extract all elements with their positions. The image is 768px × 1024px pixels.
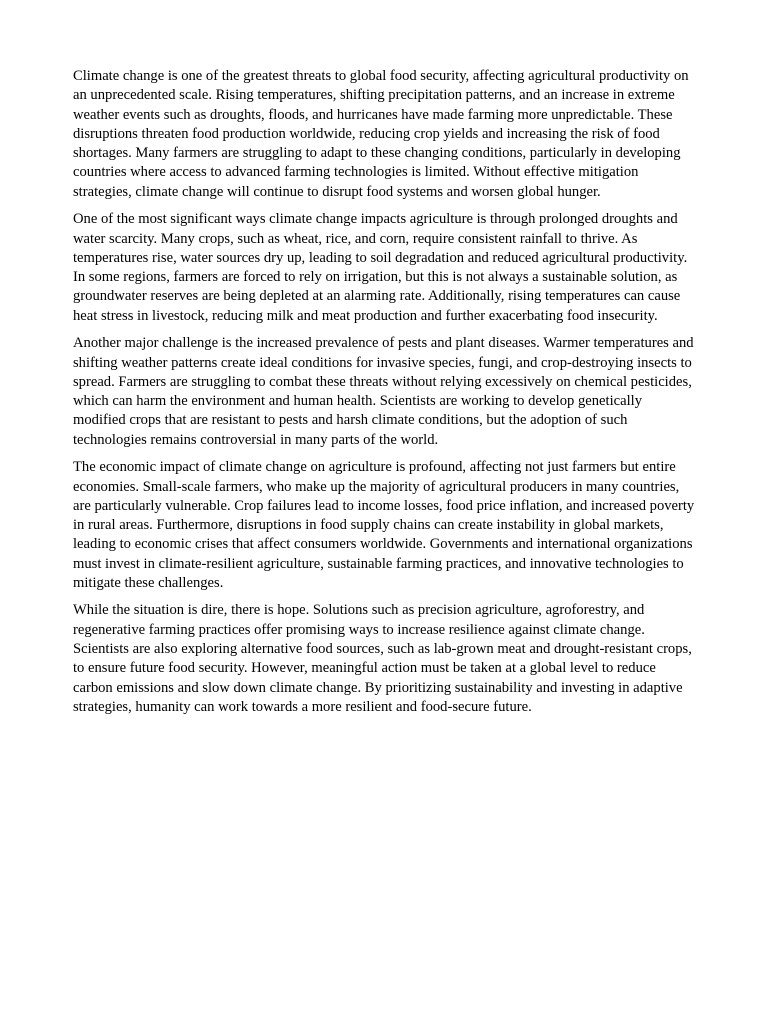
paragraph-3: Another major challenge is the increased prevalence of pests and plant diseases. Warmer temperatures and shifting weather patterns create ideal conditions for invasive species, fungi, and crop-destroying insects to spread. Farmers are struggling to combat these threats without relying excessively on chemical pesticides, which can harm the environment and human health. Scientists are working to develop genetically modified crops that are resistant to pests and harsh climate conditions, but the adoption of such technologies remains controversial in many parts of the world. [73,335,694,448]
paragraph-4: The economic impact of climate change on agriculture is profound, affecting not just farmers but entire economies. Small-scale farmers, who make up the majority of agricultural producers in many countries, are particularly vulnerable. Crop failures lead to income losses, food price inflation, and increased poverty in rural areas. Furthermore, disruptions in food supply chains can create instability in global markets, leading to economic crises that affect consumers worldwide. Governments and international organizations must invest in climate-resilient agriculture, sustainable farming practices, and innovative technologies to mitigate these challenges. [73,459,695,591]
paragraph-5: While the situation is dire, there is hope. Solutions such as precision agriculture, agroforestry, and regenerative farming practices offer promising ways to increase resilience against climate change. Scientists are also exploring alternative food sources, such as lab-grown meat and drought-resistant crops, to ensure future food security. However, meaningful action must be taken at a global level to reduce carbon emissions and slow down climate change. By prioritizing sustainability and investing in adaptive strategies, humanity can work towards a more resilient and food-secure future. [73,602,692,715]
document-body [73,67,697,725]
paragraph-1: Climate change is one of the greatest threats to global food security, affecting agricultural productivity on an unprecedented scale. Rising temperatures, shifting precipitation patterns, and an increase in extreme weather events such as droughts, floods, and hurricanes have made farming more unpredictable. These disruptions threaten food production worldwide, reducing crop yields and increasing the risk of food shortages. Many farmers are struggling to adapt to these changing conditions, particularly in developing countries where access to advanced farming technologies is limited. Without effective mitigation strategies, climate change will continue to disrupt food systems and worsen global hunger. [73,68,689,200]
paragraph-2: One of the most significant ways climate change impacts agriculture is through prolonged droughts and water scarcity. Many crops, such as wheat, rice, and corn, require consistent rainfall to thrive. As temperatures rise, water sources dry up, leading to soil degradation and reduced agricultural productivity. In some regions, farmers are forced to rely on irrigation, but this is not always a sustainable solution, as groundwater reserves are being depleted at an alarming rate. Additionally, rising temperatures can cause heat stress in livestock, reducing milk and meat production and further exacerbating food insecurity. [73,211,688,324]
